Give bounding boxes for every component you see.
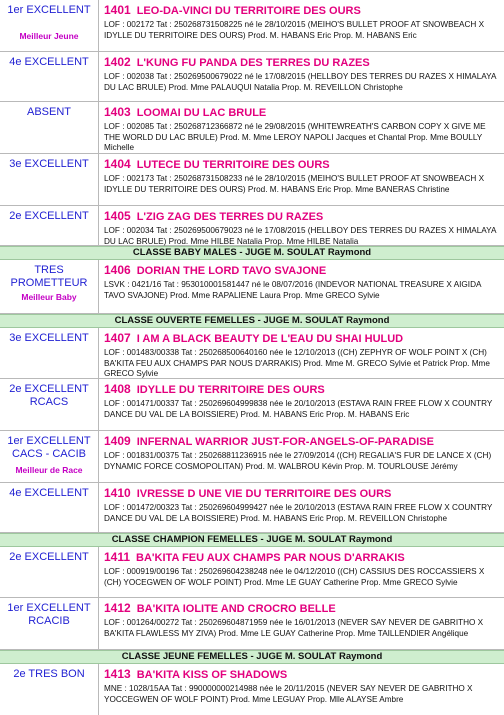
dog-cell (98, 154, 504, 205)
entry-row (0, 664, 504, 715)
result-label: TRES PROMETTEUR (10, 264, 88, 289)
result-cell (0, 52, 98, 101)
entry-row (0, 52, 504, 102)
entry-row (0, 260, 504, 314)
dog-name: L'KUNG FU PANDA DES TERRES DU RAZES (136, 57, 370, 69)
dog-name: LEO-DA-VINCI DU TERRITOIRE DES OURS (136, 5, 361, 17)
entry-row (0, 206, 504, 246)
entry-row (0, 431, 504, 483)
dog-details: LOF : 001472/00323 Tat : 250269604999427 née le 20/10/2013 (ESTAVA RAIN FREE FLOW X COUNTRY DANCE DU VAL DE LA BOISSIERE) Prod. M. HABANS Eric Prop. M. REVEILLON Christophe (104, 503, 493, 523)
dog-name: DORIAN THE LORD TAVO SVAJONE (136, 265, 327, 277)
dog-details: MNE : 1028/15AA Tat : 990000000214988 née le 20/11/2015 (NEVER SAY NEVER DE GABRITHO X YOCCEGWEN OF WOLF POINT) Prod. Mme LEGUAY Prop. Mlle ALAYSE Ambre (104, 684, 473, 704)
entry-row (0, 154, 504, 206)
result-label: 2e EXCELLENT (9, 551, 89, 563)
dog-name: LOOMAI DU LAC BRULE (136, 107, 267, 119)
dog-name: IDYLLE DU TERRITOIRE DES OURS (136, 384, 325, 396)
dog-name: BA'KITA IOLITE AND CROCRO BELLE (136, 603, 336, 615)
dog-details: LOF : 002034 Tat : 250269500679023 né le 17/08/2015 (HELLBOY DES TERRES DU RAZES X HIMALAYA DU LAC BRULE) Prod. Mme HILBE Natalia Prop. Mme HILBE Natalia (104, 226, 497, 246)
result-cell (0, 154, 98, 205)
dog-cell (98, 547, 504, 597)
result-label: 4e EXCELLENT (9, 56, 89, 68)
result-label: 1er EXCELLENT (7, 4, 91, 16)
entry-number: 1410 (104, 486, 131, 500)
class-header: CLASSE CHAMPION FEMELLES - JUGE M. SOULAT Raymond (0, 533, 504, 547)
class-header: CLASSE OUVERTE FEMELLES - JUGE M. SOULAT Raymond (0, 314, 504, 328)
dog-cell (98, 260, 504, 313)
entry-number: 1406 (104, 263, 131, 277)
dog-details: LOF : 002173 Tat : 250268731508233 né le 28/10/2015 (MEIHO'S BULLET PROOF AT SNOWBEACH X IDYLLE DU TERRITOIRE DES OURS) Prod. M. HABANS Eric Prop. Mme BANERAS Christine (104, 174, 485, 194)
entry-row (0, 379, 504, 431)
entry-number: 1402 (104, 55, 131, 69)
result-label: 3e EXCELLENT (9, 332, 89, 344)
result-cell (0, 547, 98, 597)
dog-details: LOF : 001471/00337 Tat : 250269604999838 née le 20/10/2013 (ESTAVA RAIN FREE FLOW X COUNTRY DANCE DU VAL DE LA BOISSIERE) Prod. M. HABANS Eric Prop. M. HABANS Eric (104, 399, 493, 419)
dog-cell (98, 664, 504, 715)
dog-details: LOF : 002172 Tat : 250268731508225 né le 28/10/2015 (MEIHO'S BULLET PROOF AT SNOWBEACH X IDYLLE DU TERRITOIRE DES OURS) Prod. M. HABANS Eric Prop. M. HABANS Eric (104, 20, 485, 40)
entry-row (0, 483, 504, 533)
dog-details: LOF : 001483/00338 Tat : 250268500640160 née le 12/10/2013 ((CH) ZEPHYR OF WOLF POINT X (CH) BA'KITA FEU AUX CHAMPS PAR NOUS D'ARRAKIS) Prod. Mme M. GRECO Sylvie et Patrick Prop. Mme GRECO Sylvie (104, 348, 490, 378)
result-cell (0, 664, 98, 715)
dog-cell (98, 102, 504, 153)
result-label: 1er EXCELLENT RCACIB (7, 602, 91, 627)
result-cell (0, 102, 98, 153)
entry-number: 1407 (104, 331, 131, 345)
dog-cell (98, 0, 504, 51)
entry-row (0, 0, 504, 52)
dog-details: LOF : 001831/00375 Tat : 250268811236915 née le 27/09/2014 ((CH) REGALIA'S FUR DE LANCE X (CH) DYNAMIC FORCE COSMOPOLITAN) Prod. M. WALBROU Kévin Prop. M. TOURLOUSE Jérémy (104, 451, 492, 471)
result-cell (0, 0, 98, 51)
result-label: 1er EXCELLENT CACS - CACIB (7, 435, 91, 460)
result-cell (0, 379, 98, 430)
award-label: Meilleur Baby (21, 292, 77, 302)
dog-details: LOF : 000919/00196 Tat : 250269604238248 née le 04/12/2010 ((CH) CASSIUS DES ROCCASSIERS X (CH) YOCEGWEN OF WOLF POINT) Prod. Mme LE GUAY Catherine Prop. Mme GRECO Sylvie (104, 567, 485, 587)
entry-number: 1405 (104, 209, 131, 223)
result-cell (0, 598, 98, 649)
dog-name: BA'KITA FEU AUX CHAMPS PAR NOUS D'ARRAKIS (136, 552, 405, 564)
entry-number: 1408 (104, 382, 131, 396)
dog-details: LOF : 001264/00272 Tat : 250269604871959 née le 16/01/2013 (NEVER SAY NEVER DE GABRITHO X BA'KITA FLAWLESS MY ZIVA) Prod. Mme LE GUAY Catherine Prop. Mme TAILLENDIER Angélique (104, 618, 484, 638)
dog-name: I AM A BLACK BEAUTY DE L'EAU DU SHAI HULUD (136, 333, 404, 345)
dog-cell (98, 328, 504, 378)
class-header: CLASSE JEUNE FEMELLES - JUGE M. SOULAT Raymond (0, 650, 504, 664)
entry-number: 1411 (104, 550, 131, 564)
dog-cell (98, 206, 504, 245)
entry-row (0, 547, 504, 598)
result-cell (0, 260, 98, 313)
dog-name: LUTECE DU TERRITOIRE DES OURS (136, 159, 330, 171)
entry-number: 1401 (104, 3, 131, 17)
award-label: Meilleur Jeune (19, 31, 79, 41)
result-label: ABSENT (26, 106, 71, 118)
result-cell (0, 431, 98, 482)
dog-details: LOF : 002085 Tat : 250268712366872 né le 29/08/2015 (WHITEWREATH'S CARBON COPY X GIVE ME THE WORLD DU LAC BRULE) Prod. M. Mme LEROY NAPOLI Jacques et Chantal Prop. Mme BOULLY Michelle (104, 122, 486, 152)
dog-details: LOF : 002038 Tat : 250269500679022 né le 17/08/2015 (HELLBOY DES TERRES DU RAZES X HIMALAYA DU LAC BRULE) Prod. Mme PALAUQUI Natalia Prop. M. REVEILLON Christophe (104, 72, 497, 92)
dog-name: BA'KITA KISS OF SHADOWS (136, 669, 288, 681)
entry-number: 1413 (104, 667, 131, 681)
dog-cell (98, 379, 504, 430)
result-label: 2e EXCELLENT (9, 210, 89, 222)
dog-cell (98, 52, 504, 101)
entry-number: 1404 (104, 157, 131, 171)
award-label: Meilleur de Race (15, 465, 83, 475)
dog-details: LSVK : 0421/16 Tat : 953010001581447 né le 08/07/2016 (INDEVOR NATIONAL TREASURE X AIGIDA TAVO SVAJONE) Prod. Mme RAPALIENE Laura Prop. Mme GRECO Sylvie (104, 280, 481, 300)
class-header: CLASSE BABY MALES - JUGE M. SOULAT Raymond (0, 246, 504, 260)
dog-name: INFERNAL WARRIOR JUST-FOR-ANGELS-OF-PARADISE (136, 436, 434, 448)
result-label: 2e EXCELLENT RCACS (9, 383, 89, 408)
dog-cell (98, 483, 504, 532)
result-cell (0, 206, 98, 245)
result-label: 2e TRES BON (13, 668, 85, 680)
entry-number: 1412 (104, 601, 131, 615)
entry-number: 1403 (104, 105, 131, 119)
dog-cell (98, 431, 504, 482)
result-label: 4e EXCELLENT (9, 487, 89, 499)
entry-row (0, 598, 504, 650)
dog-name: IVRESSE D UNE VIE DU TERRITOIRE DES OURS (136, 488, 392, 500)
result-cell (0, 328, 98, 378)
result-label: 3e EXCELLENT (9, 158, 89, 170)
entry-row (0, 328, 504, 379)
entry-number: 1409 (104, 434, 131, 448)
dog-cell (98, 598, 504, 649)
dog-name: L'ZIG ZAG DES TERRES DU RAZES (136, 211, 324, 223)
result-cell (0, 483, 98, 532)
entry-row (0, 102, 504, 154)
